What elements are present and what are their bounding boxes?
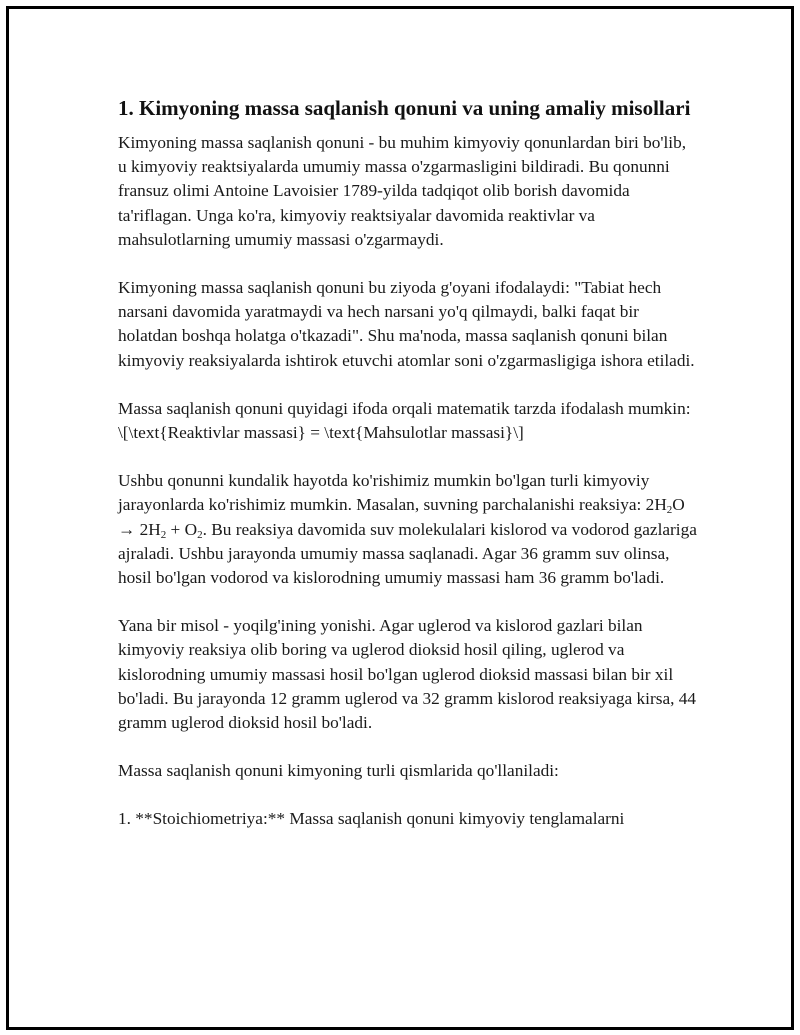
- equation-subscript: 2: [197, 528, 203, 541]
- equation-reactant-tail: O: [672, 495, 685, 515]
- paragraph-definition: Kimyoning massa saqlanish qonuni - bu muhim kimyoviy qonunlardan biri bo'lib, u kimyoviy reaktsiyalarda umumiy massa o'zgarmasligini bildiradi. Bu qonunni fransuz olimi Antoine Lavoisier 1789-yilda tadqiqot olib borish davomida ta'riflagan. Unga ko'ra, kimyoviy reaktsiyalar davomida reaktivlar va mahsulotlarning umumiy massasi o'zgarmaydi.: [118, 133, 687, 249]
- formula-latex: \[\text{Reaktivlar massasi} = \text{Mahsulotlar massasi}\]: [118, 423, 524, 443]
- equation-product-hydrogen: 2H: [139, 519, 161, 539]
- equation-subscript: 2: [666, 504, 673, 517]
- equation-product-oxygen: + O: [166, 519, 198, 539]
- equation-reactant: 2H: [645, 495, 667, 515]
- paragraph-nature-quote: Kimyoning massa saqlanish qonuni bu ziyoda g'oyani ifodalaydi: "Tabiat hech narsani davomida yaratmaydi va hech narsani yo'q qilmaydi, balki faqat bir holatdan boshqa holatga o'tkazadi". Shu ma'noda, massa saqlanish qonuni bilan kimyoviy reaksiyalarda ishtirok etuvchi atomlar soni o'zgarmasligiga ishora etiladi.: [118, 278, 695, 370]
- paragraph-combustion-example: Yana bir misol - yoqilg'ining yonishi. Agar uglerod va kislorod gazlari bilan kimyoviy reaksiya olib boring va uglerod dioksid hosil qiling, uglerod va kislorodning umumiy massasi hosil bo'lgan uglerod dioksid massasi bilan bir xil bo'ladi. Bu jarayonda 12 gramm uglerod va 32 gramm kislorod reaksiyaga kirsa, 44 gramm uglerod dioksid hosil bo'ladi.: [118, 616, 697, 733]
- water-example-continuation: . Bu reaksiya davomida suv molekulalari kislorod va vodorod gazlariga ajraladi. Ushbu jarayonda umumiy massa saqlanadi. Agar 36 gramm suv olinsa, hosil bo'lgan vodorod va kislorodning umumiy massasi ham 36 gramm bo'ladi.: [118, 519, 697, 588]
- document-title: 1. Kimyoning massa saqlanish qonuni va uning amaliy misollari: [118, 96, 691, 120]
- paragraph-formula: [118, 397, 698, 445]
- paragraph-water-example: [118, 469, 698, 590]
- equation-arrow: →: [118, 519, 140, 539]
- list-item-stoichiometry: 1. **Stoichiometriya:** Massa saqlanish qonuni kimyoviy tenglamalarni: [118, 809, 625, 829]
- document-body: [118, 94, 698, 856]
- equation-subscript: 2: [160, 528, 167, 541]
- formula-intro: Massa saqlanish qonuni quyidagi ifoda orqali matematik tarzda ifodalash mumkin:: [118, 398, 691, 418]
- paragraph-applications-intro: Massa saqlanish qonuni kimyoning turli qismlarida qo'llaniladi:: [118, 761, 559, 781]
- water-example-text: Ushbu qonunni kundalik hayotda ko'rishimiz mumkin bo'lgan turli kimyoviy jarayonlarda ko'rishimiz mumkin. Masalan, suvning parchalanishi reaksiya:: [118, 471, 650, 515]
